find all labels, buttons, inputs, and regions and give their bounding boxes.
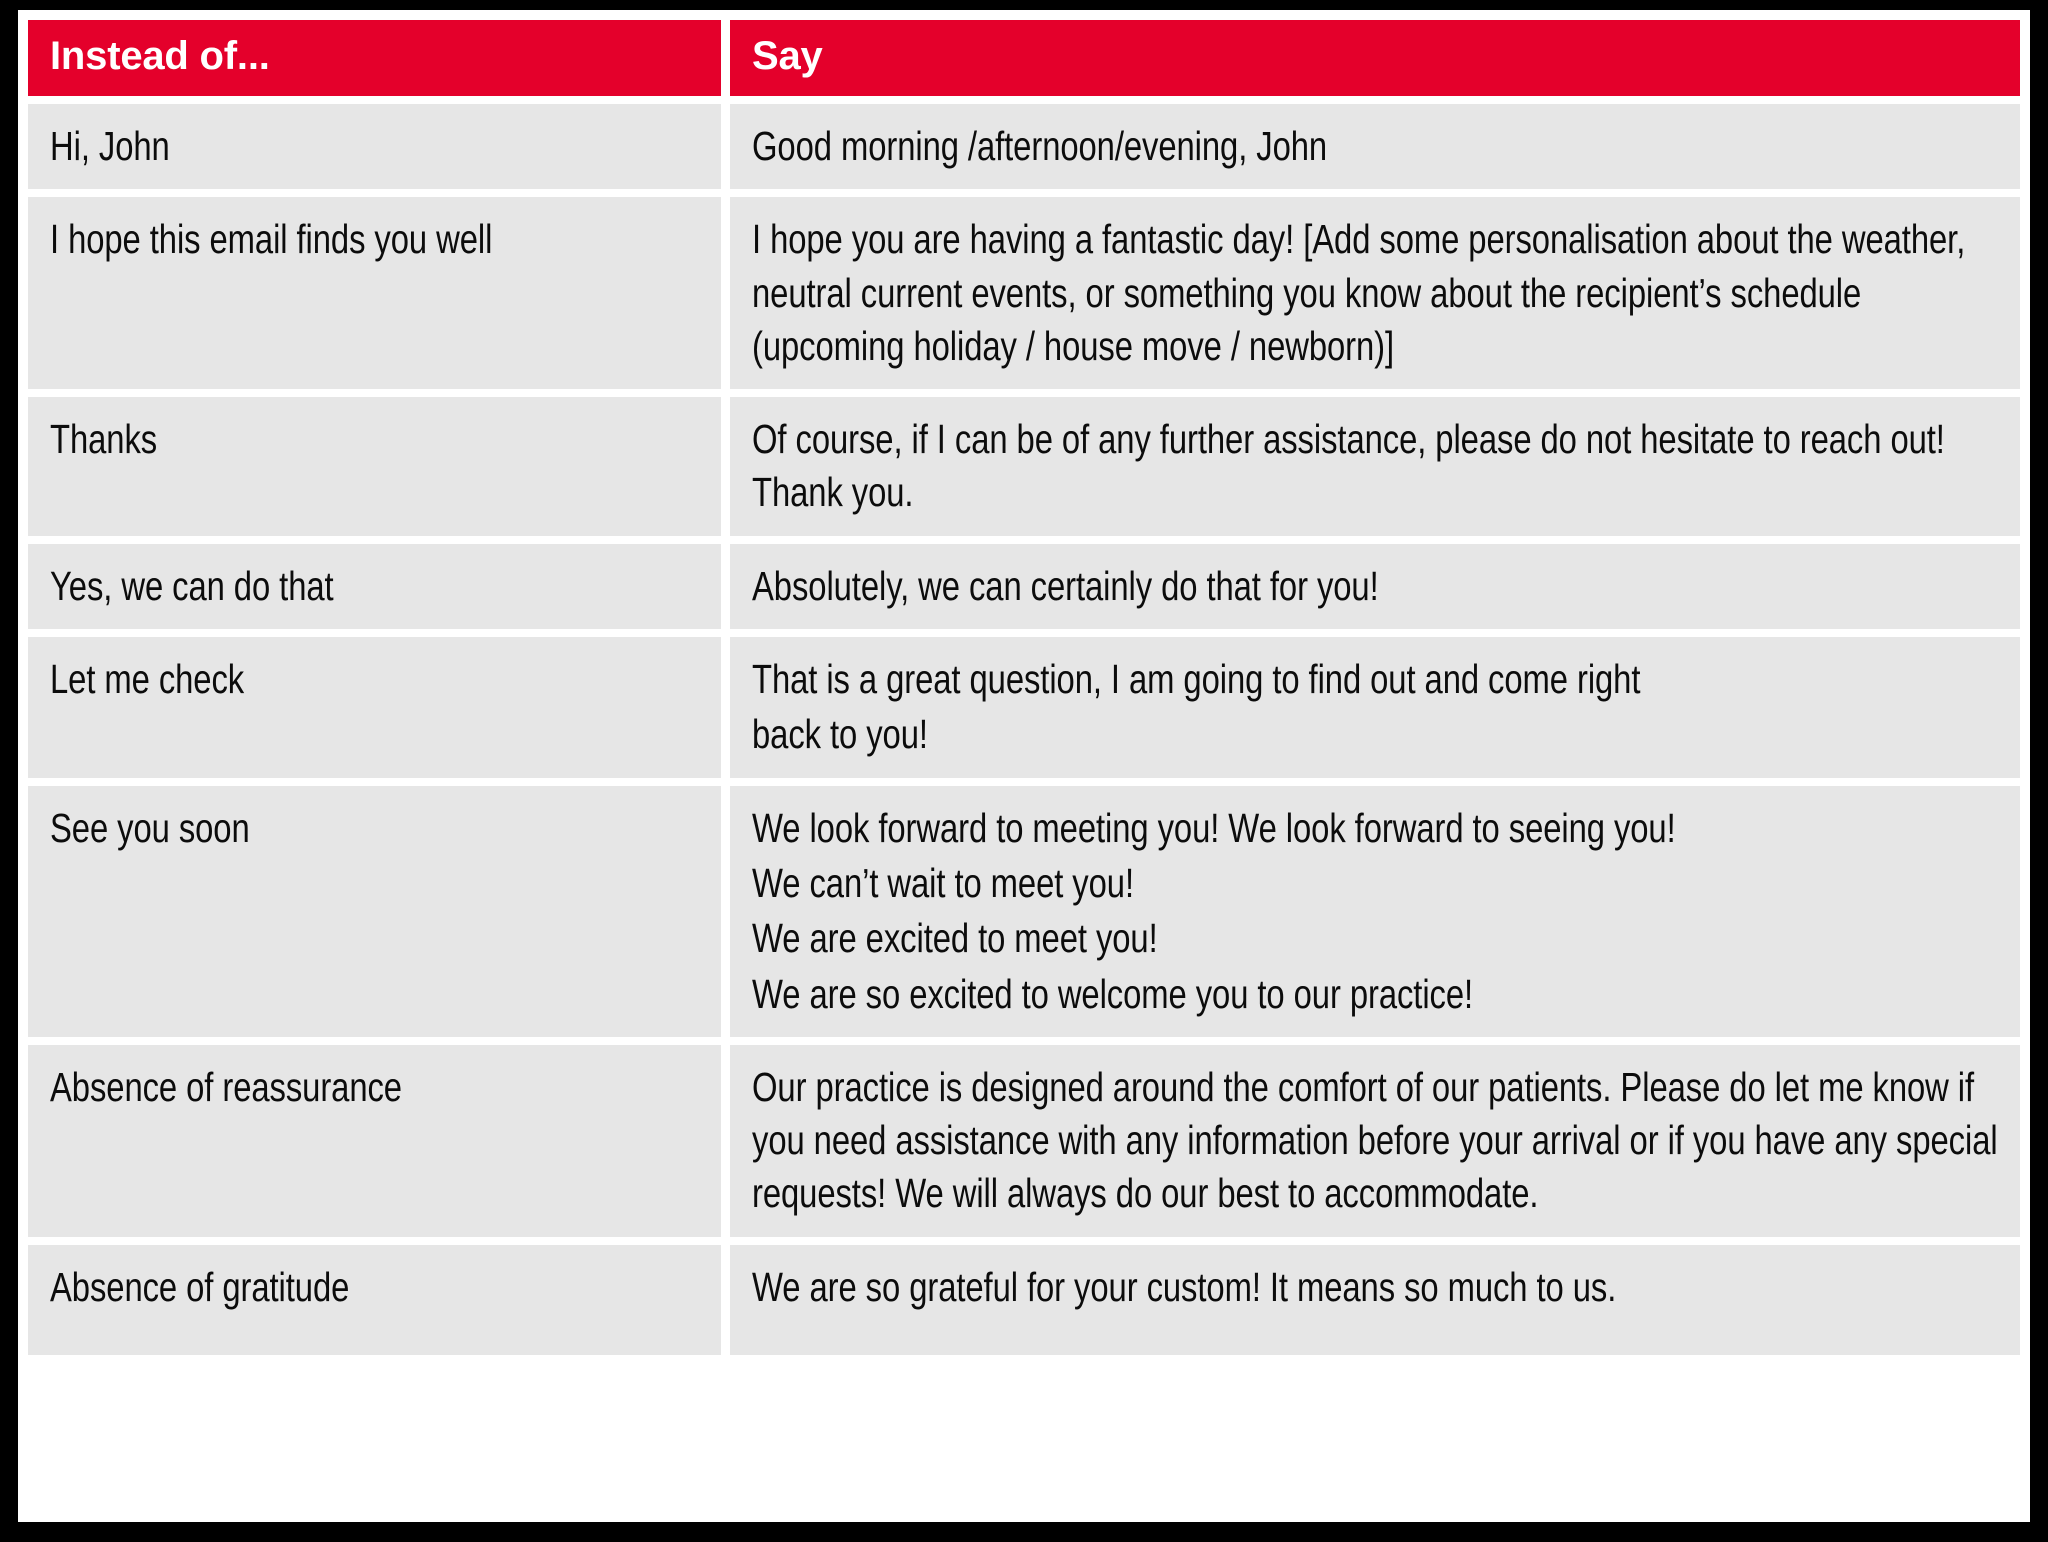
say-line: We are so excited to welcome you to our practice! [752, 970, 1474, 1017]
instead-of-text: I hope this email finds you well [50, 216, 493, 263]
cell-instead-of [28, 637, 721, 778]
cell-say [730, 786, 2020, 1037]
say-line: We can’t wait to meet you! [752, 859, 1134, 906]
cell-instead-of [28, 197, 721, 389]
say-line: I hope you are having a fantastic day! [Add some personalisation about the weather, neutral current events, or something you know about the recipient’s schedule (upcoming holiday / house move / newborn)] [752, 216, 1966, 369]
header-label-say: Say [752, 34, 823, 78]
say-text [752, 637, 1998, 778]
header-cell-instead-of [28, 20, 721, 96]
table-row [28, 397, 2020, 536]
say-text [752, 786, 1998, 1037]
say-line: We are so grateful for your custom! It means so much to us. [752, 1263, 1617, 1310]
say-line: We look forward to meeting you! We look forward to seeing you! [752, 804, 1676, 851]
say-line: That is a great question, I am going to find out and come right [752, 656, 1641, 703]
say-line: back to you! [752, 711, 928, 758]
say-text [752, 544, 1998, 629]
instead-of-text: Absence of gratitude [50, 1263, 350, 1310]
cell-instead-of [28, 786, 721, 1037]
say-line: Of course, if I can be of any further assistance, please do not hesitate to reach out! Thank you. [752, 416, 1945, 516]
instead-of-text: Let me check [50, 656, 245, 703]
instead-of-text: See you soon [50, 804, 250, 851]
sheet-background [18, 10, 2030, 1522]
cell-say [730, 1245, 2020, 1355]
instead-of-text: Yes, we can do that [50, 562, 334, 609]
cell-say [730, 397, 2020, 536]
say-text [752, 397, 1998, 536]
say-line: Our practice is designed around the comfort of our patients. Please do let me know if you need assistance with any information before your arrival or if you have any special requests! We will always do our best to accommodate. [752, 1063, 1998, 1217]
table-row [28, 1045, 2020, 1237]
say-line: Good morning /afternoon/evening, John [752, 123, 1328, 169]
say-text [752, 1045, 1998, 1237]
table-row [28, 786, 2020, 1037]
table-row [28, 197, 2020, 389]
table-row [28, 637, 2020, 778]
cell-instead-of [28, 1045, 721, 1237]
phrase-alternatives-table [28, 20, 2020, 1355]
cell-instead-of [28, 104, 721, 189]
cell-say [730, 104, 2020, 189]
say-text [752, 197, 1998, 389]
cell-say [730, 197, 2020, 389]
instead-of-text: Thanks [50, 416, 158, 463]
cell-say [730, 1045, 2020, 1237]
header-cell-say [730, 20, 2020, 96]
cell-say [730, 637, 2020, 778]
table-row [28, 544, 2020, 629]
say-text [752, 1245, 1998, 1330]
cell-say [730, 544, 2020, 629]
cell-instead-of [28, 1245, 721, 1355]
instead-of-text: Hi, John [50, 123, 170, 169]
table-row [28, 1245, 2020, 1355]
header-label-instead-of: Instead of... [50, 34, 270, 78]
say-line: We are excited to meet you! [752, 915, 1158, 962]
cell-instead-of [28, 397, 721, 536]
table-header-row [28, 20, 2020, 96]
say-text [752, 104, 1998, 189]
say-line: Absolutely, we can certainly do that for you! [752, 562, 1379, 609]
instead-of-text: Absence of reassurance [50, 1063, 402, 1110]
table-row [28, 104, 2020, 189]
cell-instead-of [28, 544, 721, 629]
